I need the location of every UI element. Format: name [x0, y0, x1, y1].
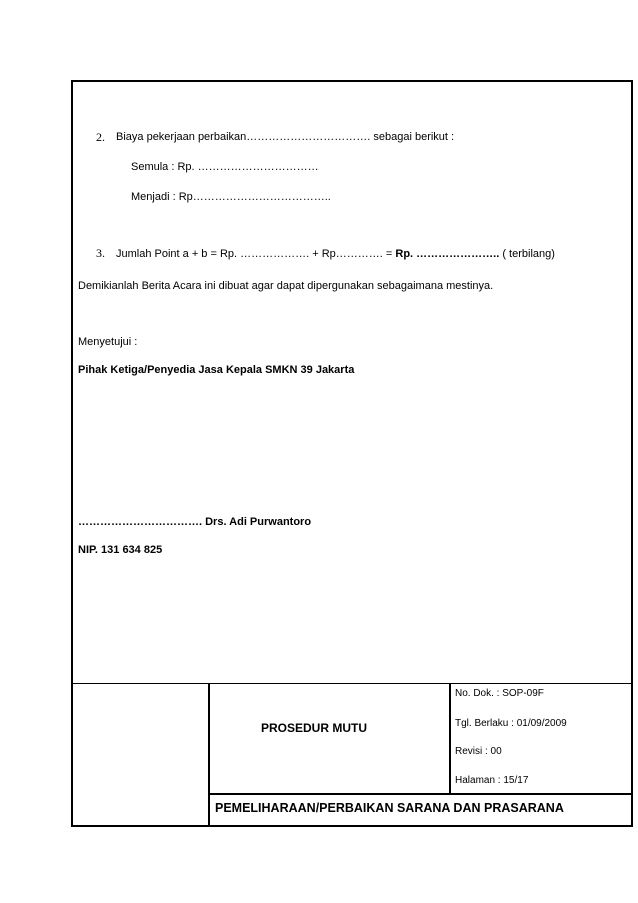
item-3-plain: Jumlah Point a + b = Rp. ………………. + Rp…………. =	[116, 248, 396, 260]
item-2-text: Biaya pekerjaan perbaikan……………………………. sebagai berikut :	[116, 131, 455, 143]
doc-number: No. Dok. : SOP-09F	[455, 688, 544, 699]
effective-date: Tgl. Berlaku : 01/09/2009	[455, 718, 567, 729]
page-number: Halaman : 15/17	[455, 775, 529, 786]
approve-label: Menyetujui :	[78, 336, 138, 348]
closing-text: Demikianlah Berita Acara ini dibuat agar dapat dipergunakan sebagaimana mestinya.	[78, 280, 494, 292]
item-3-number: 3.	[96, 246, 105, 260]
item-3-text	[116, 248, 555, 261]
nip-line: NIP. 131 634 825	[78, 544, 163, 556]
semula-line: Semula : Rp. ……………………………	[131, 161, 319, 173]
signature-line: ……………………………. Drs. Adi Purwantoro	[78, 516, 312, 528]
footer-subtitle: PEMELIHARAAN/PERBAIKAN SARANA DAN PRASARANA	[215, 801, 564, 815]
item-2-number: 2.	[96, 130, 105, 144]
footer-divider-left	[208, 683, 210, 827]
parties-line: Pihak Ketiga/Penyedia Jasa Kepala SMKN 39 Jakarta	[78, 364, 355, 376]
item-3-bold: Rp. …………………..	[395, 248, 500, 260]
menjadi-line: Menjadi : Rp………………………………..	[131, 191, 331, 203]
footer-title: PROSEDUR MUTU	[261, 721, 368, 735]
item-3-tail: ( terbilang)	[499, 248, 555, 260]
footer-row-divider	[208, 793, 633, 795]
footer-divider-right	[449, 683, 451, 794]
revision: Revisi : 00	[455, 746, 502, 757]
